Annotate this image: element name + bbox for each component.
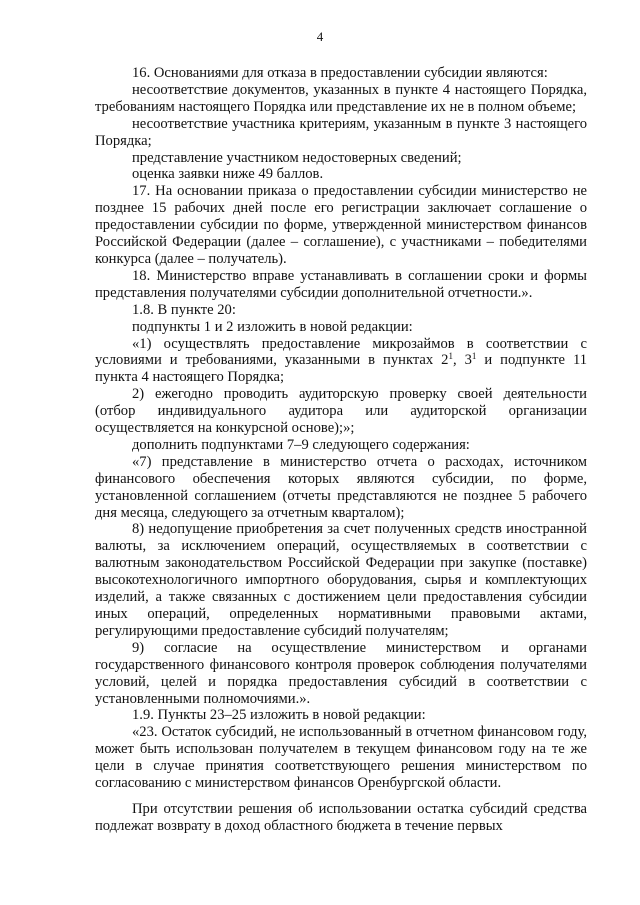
superscript-1: 1 (448, 351, 453, 362)
paragraph-23-continuation: При отсутствии решения об использовании остатка субсидий средства подлежат возврату в доход областного бюджета в течение первых (95, 800, 587, 834)
paragraph-subitem-8: 8) недопущение приобретения за счет полученных средств иностранной валюты, за исключением операций, осуществляемых в соответствии с валютным законодательством Российской Федерации при закупке (поставке) высокотехнологичного импортного оборудования, сырья и комплектующих изделий, а также связанных с достижением цели предоставления субсидии иных операций, определенных нормативными правовыми актами, регулирующими предоставление субсидий получателям; (95, 521, 587, 639)
paragraph-16-item-3: представление участником недостоверных сведений; (132, 149, 462, 166)
document-body (95, 65, 587, 835)
page-number: 4 (316, 29, 324, 44)
paragraph-1-8: 1.8. В пункте 20: (132, 301, 236, 318)
paragraph-subitem-2: 2) ежегодно проводить аудиторскую проверку своей деятельности (отбор индивидуального аудитора или аудиторской организации осуществляется на конкурсной основе);»; (95, 386, 587, 437)
paragraph-18: 18. Министерство вправе устанавливать в соглашении сроки и формы представления получателями субсидии дополнительной отчетности.». (95, 267, 587, 301)
paragraph-16-item-1: несоответствие документов, указанных в пункте 4 настоящего Порядка, требованиям настоящего Порядка или представление их не в полном объеме; (95, 81, 587, 115)
paragraph-16-item-2: несоответствие участника критериям, указанным в пункте 3 настоящего Порядка; (95, 115, 587, 149)
paragraph-17: 17. На основании приказа о предоставлении субсидии министерство не позднее 15 рабочих дней после его регистрации заключает соглашение о предоставлении субсидии по форме, утвержденной министерством финансов Российской Федерации (далее – соглашение), с участниками – победителями конкурса (далее – получатель). (95, 183, 587, 267)
subitem-1-text-end: и подпункте 11 пункта 4 настоящего Порядка; (95, 352, 587, 386)
paragraph-subitem-7: «7) представление в министерство отчета о расходах, источником финансового обеспечения которых являются субсидии, по форме, установленной соглашением (отчеты представляются не позднее 5 рабочего дня месяца, следующего за отчетным кварталом); (95, 453, 587, 521)
paragraph-16-item-4: оценка заявки ниже 49 баллов. (132, 166, 324, 183)
paragraph-16: 16. Основаниями для отказа в предоставлении субсидии являются: (132, 65, 548, 81)
subitem-1-text-middle: , 3 (452, 352, 472, 369)
paragraph-subitems-1-2-intro: подпункты 1 и 2 изложить в новой редакции: (132, 318, 413, 335)
paragraph-subitem-9: 9) согласие на осуществление министерством и органами государственного финансового контроля проверок соблюдения получателями условий, целей и порядка предоставления субсидий в соответствии с установленными полномочиями.». (95, 639, 587, 707)
subitem-1-text-start: «1) осуществлять предоставление микрозаймов в соответствии с условиями и требованиями, указанными в пунктах 2 (95, 335, 587, 369)
paragraph-subitems-7-9-intro: дополнить подпунктами 7–9 следующего содержания: (132, 436, 470, 453)
paragraph-1-9: 1.9. Пункты 23–25 изложить в новой редакции: (132, 707, 426, 724)
superscript-2: 1 (471, 351, 477, 362)
paragraph-23: «23. Остаток субсидий, не использованный в отчетном финансовом году, может быть использован получателем в текущем финансовом году на те же цели в случае принятия соответствующего решения министерством по согласованию с министерством финансов Оренбургской области. (95, 724, 587, 792)
paragraph-subitem-1 (95, 336, 587, 387)
